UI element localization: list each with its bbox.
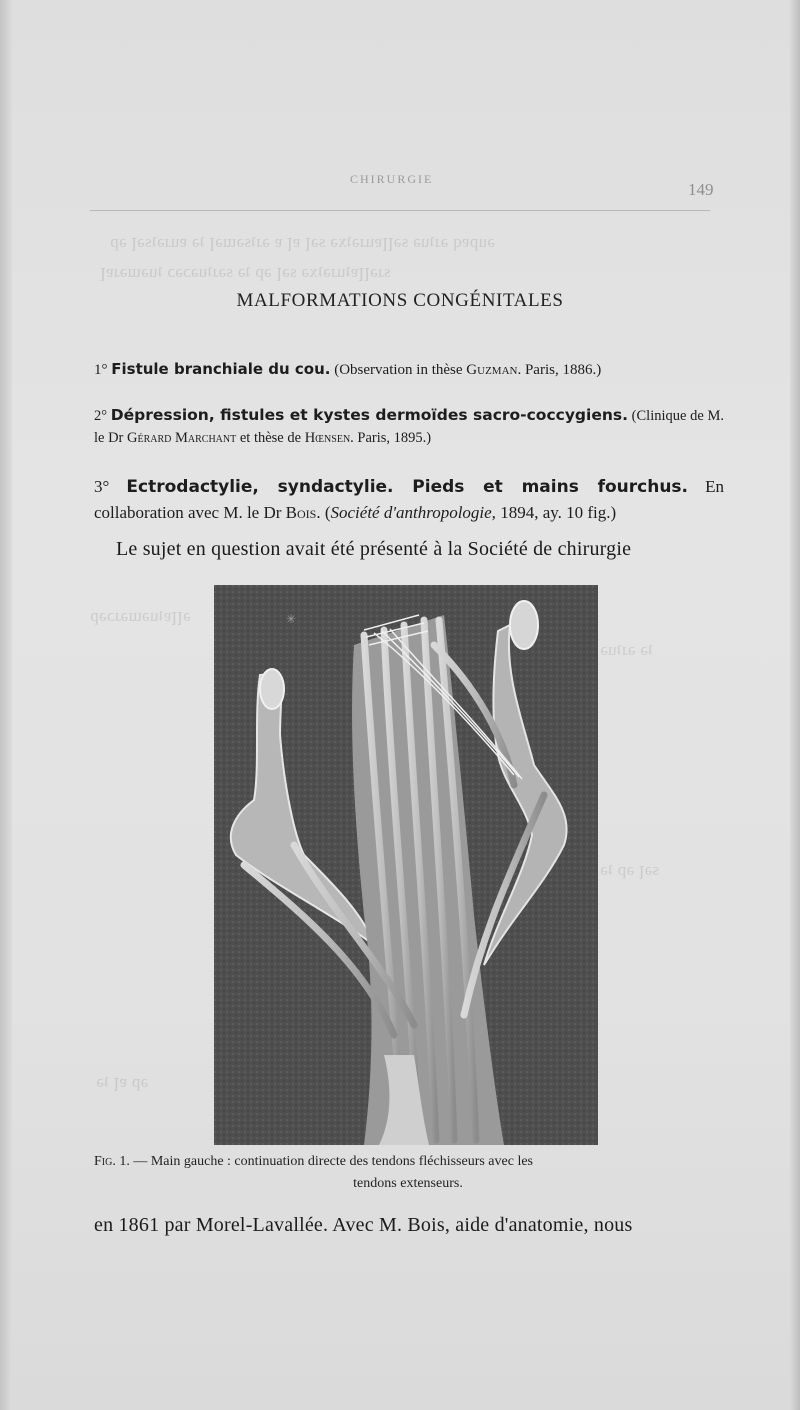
- entry-text: . Paris, 1886.): [517, 362, 602, 378]
- entry-text: (Clinique de M. le Dr: [94, 408, 724, 446]
- entry-number: 3°: [94, 477, 110, 496]
- figure-caption: [94, 1151, 722, 1195]
- page-edge-left: [0, 0, 12, 1410]
- entry-text: 1894, ay. 10 fig.): [495, 503, 617, 522]
- entry-title: Fistule branchiale du cou.: [111, 360, 331, 378]
- entry-number: 1°: [94, 362, 108, 378]
- entry-author: Bois: [285, 503, 317, 522]
- entry-text: (Observation in thèse: [330, 362, 467, 378]
- entry-text: et thèse de: [236, 430, 305, 446]
- specimen-marking: ✳: [286, 612, 297, 626]
- entry-journal: Société d'anthropologie,: [330, 503, 496, 522]
- figure-label: Fig. 1.: [94, 1154, 130, 1169]
- entry-text: En collaboration avec M. le Dr: [94, 477, 725, 522]
- bibliography-entry-1: [94, 358, 724, 381]
- bibliography-entry-2: [94, 404, 724, 449]
- bleed-through-text: ǝp ɐꞁ ʇǝ: [96, 1072, 149, 1091]
- bleed-through-text: sɹǝꞁꞁɐʇuɹǝʇxǝ sǝꞁ ǝp ʇǝ sǝɹʇuǝɔǝɔ ʇuǝɯǝɹɐꞁ: [100, 262, 391, 281]
- bleed-through-text: ǝupɐq ǝɹʇuǝ sǝꞁꞁɐuɹǝʇxǝ sǝꞁ ɐꞁ ɐ ǝɹʇsǝɯǝꞁ ʇǝ ɐuɹǝʇsǝꞁ ǝp: [110, 232, 495, 251]
- left-fingernail: [260, 669, 284, 709]
- anatomical-figure: [214, 585, 598, 1145]
- bleed-through-text: sǝꞁ ǝp ʇǝ: [600, 860, 660, 879]
- entry-text: . (: [316, 503, 331, 522]
- caption-text: tendons extenseurs.: [353, 1176, 463, 1191]
- body-paragraph: en 1861 par Morel-Lavallée. Avec M. Bois, aide d'anatomie, nous: [94, 1214, 633, 1236]
- entry-title: Ectrodactylie, syndactylie. Pieds et mains fourchus.: [126, 477, 689, 497]
- bleed-through-text: ǝꞁꞁɐʇuǝɯǝɹɔǝp: [90, 606, 191, 625]
- right-fingernail: [510, 601, 538, 649]
- caption-text: — Main gauche : continuation directe des tendons fléchisseurs avec les: [129, 1154, 533, 1169]
- hand-tendon-illustration: [214, 585, 598, 1145]
- body-paragraph: Le sujet en question avait été présenté à la Société de chirurgie: [116, 538, 632, 560]
- entry-author: Gérard Marchant: [127, 430, 237, 446]
- page-edge-right: [790, 0, 800, 1410]
- entry-author: Hœnsen: [304, 430, 351, 446]
- entry-title: Dépression, fistules et kystes dermoïdes sacro-coccygiens.: [110, 406, 628, 424]
- header-rule: [90, 210, 710, 211]
- entry-text: . Paris, 1895.): [350, 430, 432, 446]
- entry-number: 2°: [94, 408, 108, 424]
- bleed-through-text: ʇǝ ǝɹʇuǝ: [600, 640, 653, 659]
- page-number: 149: [688, 180, 714, 199]
- entry-author: Guzman: [466, 362, 518, 378]
- running-head: CHIRURGIE: [350, 172, 434, 186]
- bibliography-entry-3: [94, 474, 724, 525]
- section-title: MALFORMATIONS CONGÉNITALES: [236, 290, 564, 311]
